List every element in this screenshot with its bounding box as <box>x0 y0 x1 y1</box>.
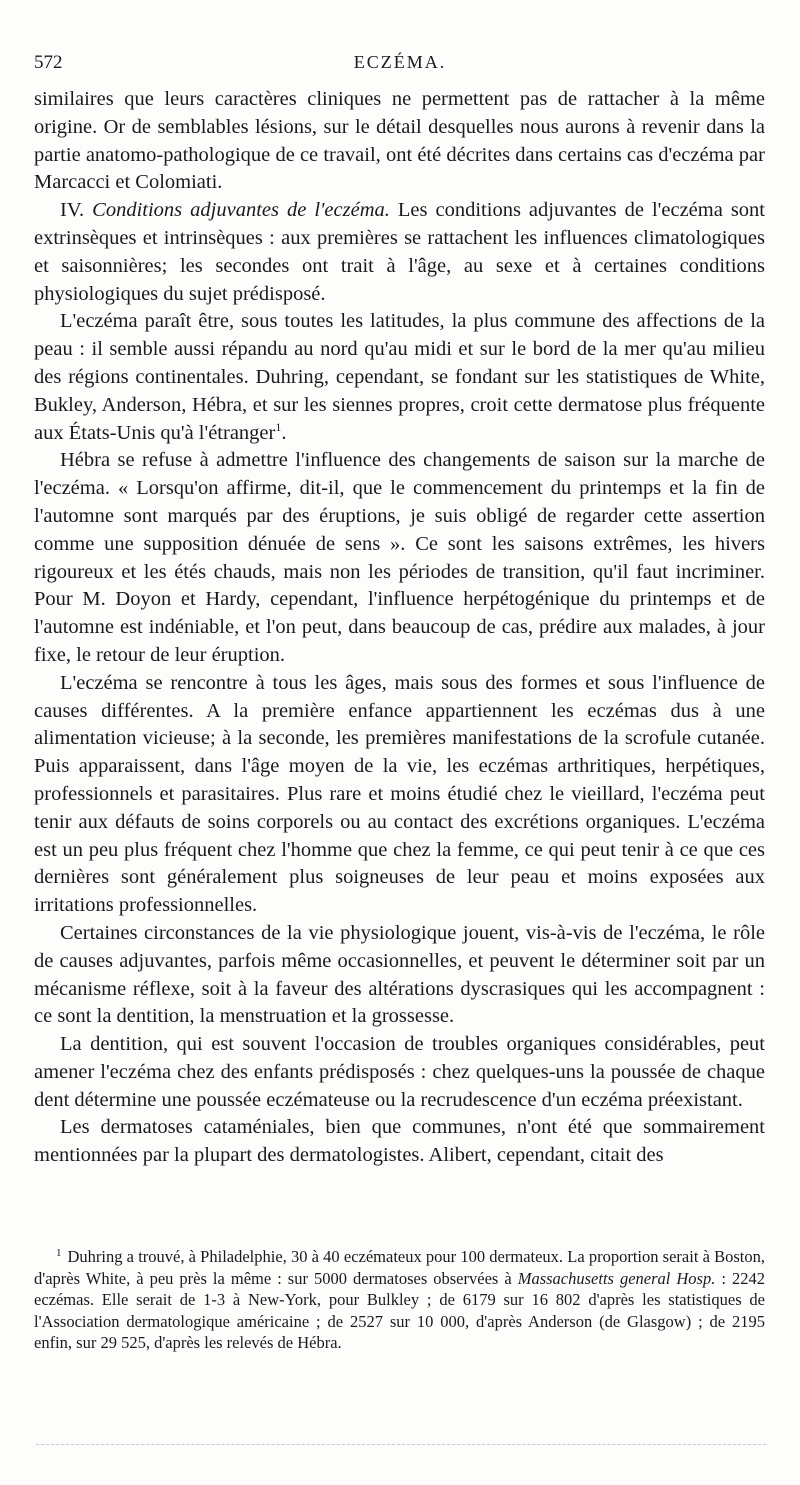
section-number: IV. <box>60 199 85 222</box>
main-text <box>34 86 765 1170</box>
running-title: ECZÉMA. <box>353 52 447 72</box>
paragraph-continuation: similaires que leurs caractères cliniques ne permettent pas de rattacher à la même origine. Or de semblables lésions, sur le détail desquelles nous aurons à revenir dans la partie anatomo-pathologique de ce travail, ont été décrites dans certains cas d'eczéma par Marcacci et Colomiati. <box>34 88 765 194</box>
section-text: Les conditions adjuvantes de l'eczéma sont extrinsèques et intrinsèques : aux premières se rattachent les influences climatologiques et saisonnières; les secondes ont trait à l'âge, au sexe et à certaines conditions physiologiques du sujet prédisposé. <box>34 199 765 305</box>
footnote-marker: 1 <box>275 419 282 434</box>
paragraph-dentition: La dentition, qui est souvent l'occasion de troubles organiques considérables, peut amener l'eczéma chez des enfants prédisposés : chez quelques-uns la poussée de chaque dent détermine une poussée eczémateuse ou la recrudescence d'un eczéma préexistant. <box>34 1033 765 1111</box>
paragraph-circonstances: Certaines circonstances de la vie physiologique jouent, vis-à-vis de l'eczéma, le rôle de causes adjuvantes, parfois même occasionnelles, et peuvent le déterminer soit par un mécanisme réflexe, soit à la faveur des altérations dyscrasiques qui les accompagnent : ce sont la dentition, la menstruation et la grossesse. <box>34 921 765 1028</box>
paragraph-ages: L'eczéma se rencontre à tous les âges, mais sous des formes et sous l'influence de causes différentes. A la première enfance appartiennent les eczémas dus à une alimentation vicieuse; à la seconde, les premières manifestations de la scrofule cutanée. Puis apparaissent, dans l'âge moyen de la vie, les eczémas arthritiques, herpétiques, professionnels et parasitaires. Plus rare et moins étudié chez le vieillard, l'eczéma peut tenir aux défauts de soins corporels ou au contact des excrétions organiques. L'eczéma est un peu plus fréquent chez l'homme que chez la femme, ce qui peut tenir à ce que ces dernières sont généralement plus soigneuses de leur peau et moins exposées aux irritations professionnelles. <box>34 671 765 917</box>
paragraph-conditions-adjuvantes <box>34 197 765 308</box>
bottom-rule <box>36 1444 766 1445</box>
footnote-1 <box>34 1246 765 1354</box>
page-header <box>34 52 766 82</box>
paragraph-latitudes-text: L'eczéma paraît être, sous toutes les latitudes, la plus commune des affections de la peau : il semble aussi répandu au nord qu'au midi et sur le bord de la mer qu'au milieu des régions continentales. Duhring, cependant, se fondant sur les statistiques de White, Bukley, Anderson, Hébra, et sur les siennes propres, croit cette dermatose plus fréquente aux États-Unis qu'à l'étranger <box>34 310 765 444</box>
section-heading: Conditions adjuvantes de l'eczéma. <box>92 199 390 222</box>
footnote-text-part2: : 2242 eczémas. Elle serait de 1-3 à New-York, pour Bulkley ; de 6179 sur 16 802 d'après les statistiques de l'Association dermatologique américaine ; de 2527 sur 10 000, d'après Anderson (de Glasgow) ; de 2195 enfin, sur 29 525, d'après les relevés de Hébra. <box>34 1268 765 1353</box>
footnote-label: 1 <box>56 1246 62 1259</box>
paragraph-hebra-saisons: Hébra se refuse à admettre l'influence des changements de saison sur la marche de l'eczéma. « Lorsqu'on affirme, dit-il, que le commencement du printemps et la fin de l'automne sont marqués par des éruptions, je suis obligé de regarder cette assertion comme une supposition dénuée de sens ». Ce sont les saisons extrêmes, les hivers rigoureux et les étés chauds, mais non les périodes de transition, qu'il faut incriminer. Pour M. Doyon et Hardy, cependant, l'influence herpétogénique du printemps et de l'automne est indéniable, et l'on peut, dans beaucoup de cas, prédire aux malades, à jour fixe, le retour de leur éruption. <box>34 449 765 666</box>
paragraph-latitudes-end: . <box>281 421 287 444</box>
paragraph-catameniales: Les dermatoses cataméniales, bien que communes, n'ont été que sommairement mentionnées par la plupart des dermatologistes. Alibert, cependant, citait des <box>34 1116 765 1167</box>
footnote-text-part1: Duhring a trouvé, à Philadelphie, 30 à 40 eczémateux pour 100 dermateux. La proportion serait à Boston, d'après White, à peu près la même : sur 5000 dermatoses observées à <box>34 1247 765 1288</box>
footnote-hospital-name: Massachusetts general Hosp. <box>517 1268 716 1288</box>
paragraph-latitudes <box>34 308 765 447</box>
footnotes <box>34 1246 765 1354</box>
page-number: 572 <box>34 52 63 73</box>
